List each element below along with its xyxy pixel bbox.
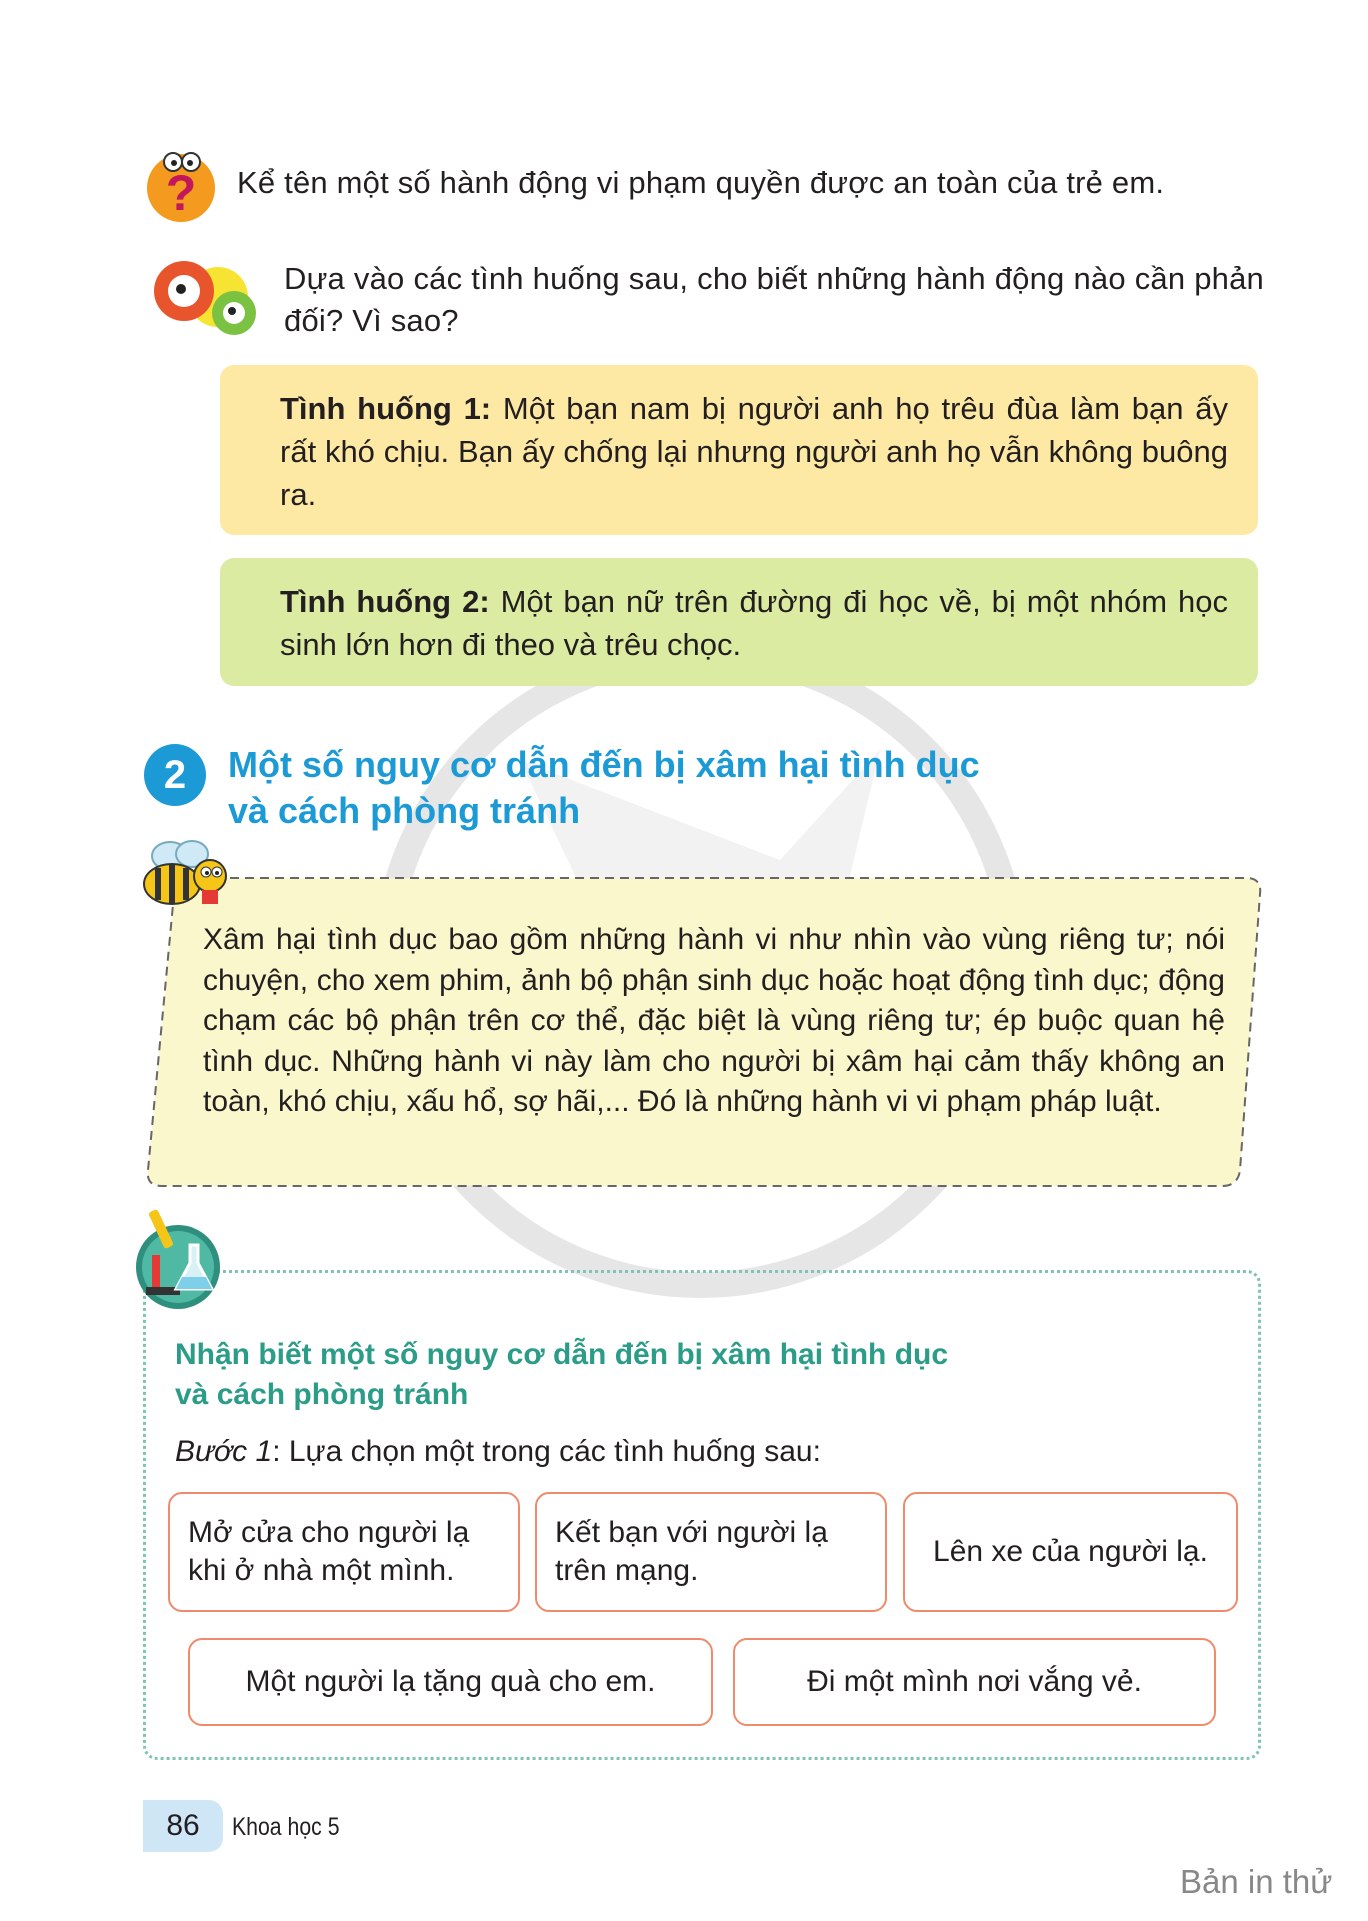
step-label: Bước 1 <box>175 1435 273 1468</box>
bee-icon <box>130 832 240 918</box>
gears-icon <box>148 255 266 343</box>
question-text: Kể tên một số hành động vi phạm quyền được an toàn của trẻ em. <box>237 165 1165 200</box>
book-title: Khoa học 5 <box>232 1813 340 1841</box>
svg-text:?: ? <box>165 165 197 221</box>
section-number-badge <box>144 744 206 806</box>
case-1-text: Một bạn nam bị người anh họ trêu đùa làm bạn ấy rất khó chịu. Bạn ấy chống lại nhưng người anh họ vẫn không buông ra. <box>280 391 1228 512</box>
step-instruction <box>175 1432 1175 1472</box>
option-lonely-place[interactable]: Đi một mình nơi vắng vẻ. <box>733 1638 1216 1726</box>
option-open-door[interactable]: Mở cửa cho người lạ khi ở nhà một mình. <box>168 1492 520 1612</box>
note-text: Xâm hại tình dục bao gồm những hành vi như nhìn vào vùng riêng tư; nói chuyện, cho xem phim, ảnh bộ phận sinh dục hoặc hoạt động tình dục; động chạm các bộ phận trên cơ thể, đặc biệt là vùng riêng tư; ép buộc quan hệ tình dục. Những hành vi này làm cho người bị xâm hại cảm thấy không an toàn, khó chịu, xấu hổ, sợ hãi,... Đó là những hành vi vi phạm pháp luật. <box>203 923 1225 1118</box>
section-title-line-1: Một số nguy cơ dẫn đến bị xâm hại tình dục <box>228 744 980 785</box>
draft-watermark-text: Bản in thử <box>1180 1863 1333 1900</box>
case-2-text: Một bạn nữ trên đường đi học về, bị một nhóm học sinh lớn hơn đi theo và trêu chọc. <box>280 584 1228 662</box>
case-2-box <box>220 558 1258 686</box>
option-online-stranger[interactable]: Kết bạn với người lạ trên mạng. <box>535 1492 887 1612</box>
section-number: 2 <box>163 753 187 797</box>
case-1-box <box>220 365 1258 535</box>
option-stranger-gift[interactable]: Một người lạ tặng quà cho em. <box>188 1638 713 1726</box>
activity-title-line-2: và cách phòng tránh <box>175 1378 469 1411</box>
case-1-label: Tình huống 1: <box>280 391 492 426</box>
page-number-tab <box>143 1800 223 1852</box>
activity-title-line-1: Nhận biết một số nguy cơ dẫn đến bị xâm hại tình dục <box>175 1338 949 1371</box>
step-text: : Lựa chọn một trong các tình huống sau: <box>272 1435 821 1468</box>
question-mark-icon <box>143 148 219 224</box>
section-title-line-2: và cách phòng tránh <box>228 790 581 831</box>
case-2-label: Tình huống 2: <box>280 584 490 619</box>
discussion-text: Dựa vào các tình huống sau, cho biết những hành động nào cần phản đối? Vì sao? <box>284 261 1264 338</box>
option-stranger-car[interactable]: Lên xe của người lạ. <box>903 1492 1238 1612</box>
microscope-flask-icon <box>128 1205 228 1311</box>
page-number: 86 <box>166 1809 200 1842</box>
